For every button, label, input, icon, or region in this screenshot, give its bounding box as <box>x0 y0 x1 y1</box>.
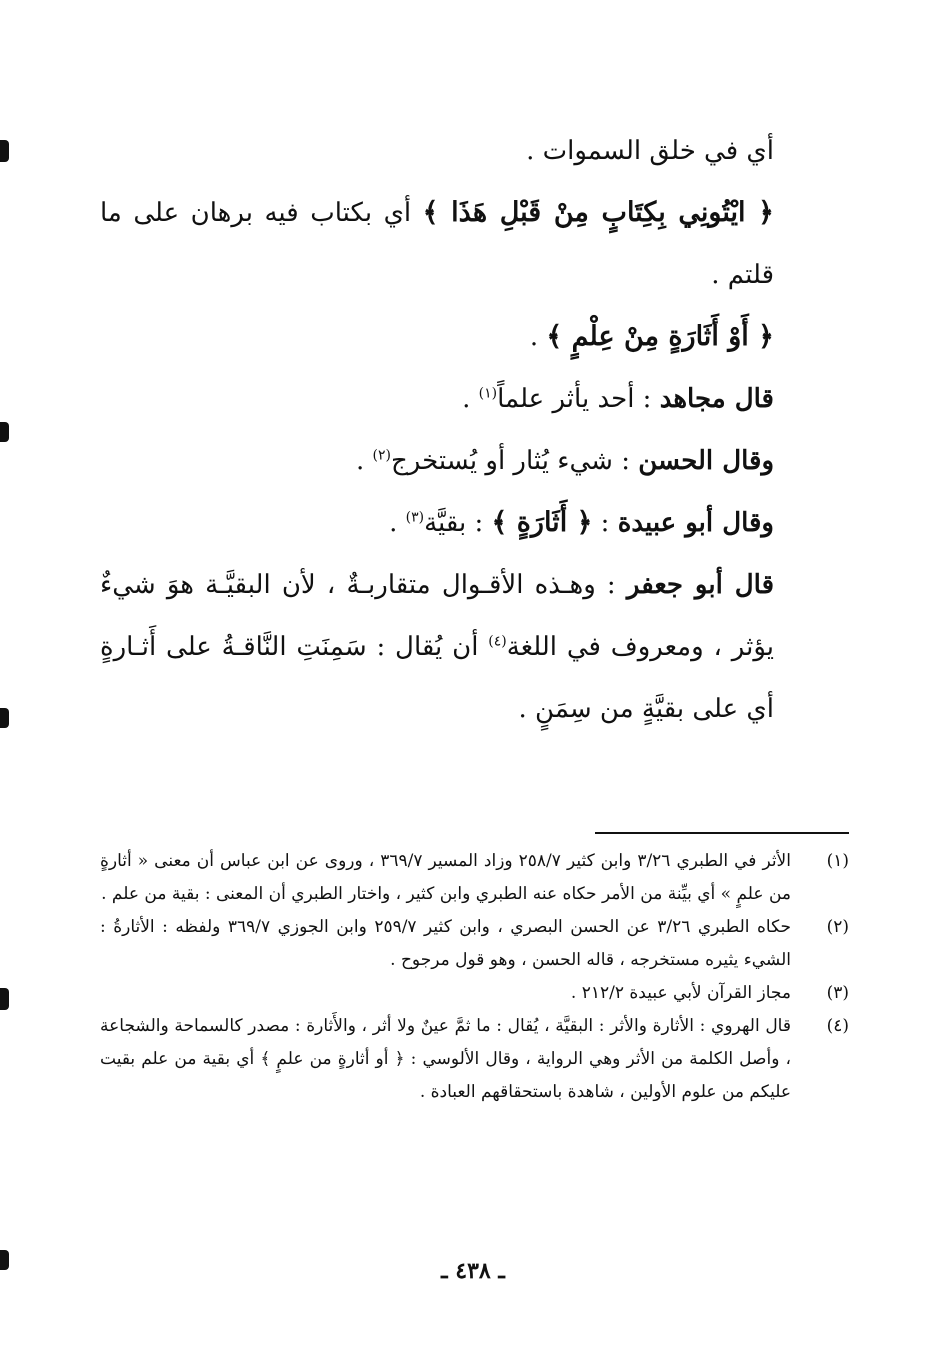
paragraph-1 <box>100 120 774 182</box>
footnotes <box>100 845 849 1109</box>
quran-verse: ﴿ أَثَارَةٍ ﴾ <box>491 507 593 538</box>
footnote-number: (١) <box>826 851 849 871</box>
footnote-number: (٣) <box>826 983 849 1003</box>
footnote <box>100 845 849 911</box>
footnote-text: قال الهروي : الأثارة والأثر : البقيَّة ، يُقال : ما ثمَّ عينٌ ولا أثر ، والأَثارة : مصدر كالسماحة والشجاعة ، وأصل الكلمة من الأثر وهي الرواية ، وقال الألوسي : ﴿ أو أثارةٍ من علمٍ ﴾ أي بقية من علم بقيت عليكم من علوم الأولين ، شاهدة باستحقاقهم العبادة . <box>100 1016 791 1102</box>
quote-text: : شيء يُثار أو يُستخرج <box>390 446 639 476</box>
scan-edge-mark <box>0 140 9 162</box>
speaker-name: قال أبو جعفر <box>626 570 774 600</box>
footnote-ref: (٢) <box>372 447 391 464</box>
footnote <box>100 977 849 1010</box>
footnote-number: (٤) <box>826 1016 849 1036</box>
footnote-text: الأثر في الطبري ٣/٢٦ وابن كثير ٢٥٨/٧ وزاد المسير ٣٦٩/٧ ، وروى عن ابن عباس أن معنى « أثارةٍ من علمٍ » أي بيِّنة من الأمر حكاه عنه الطبري وابن كثير ، واختار الطبري أن المعنى : بقية من علم . <box>100 851 791 904</box>
footnote-text: حكاه الطبري ٣/٢٦ عن الحسن البصري ، وابن كثير ٢٥٩/٧ وابن الجوزي ٣٦٩/٧ ولفظه : الأثارةُ : الشيء يثيره مستخرجه ، قاله الحسن ، وهو قول مرجوح . <box>100 917 791 970</box>
footnote-ref: (٤) <box>488 633 507 650</box>
speaker-name: قال مجاهد <box>659 384 774 414</box>
scan-edge-mark <box>0 708 9 728</box>
footnote <box>100 1010 849 1109</box>
quote-text: أن يُقال : سَمِنَتِ النَّاقـةُ على أَثـارةٍ أي على بقيَّةٍ من سِمَنٍ . <box>100 632 774 724</box>
speaker-name: وقال الحسن <box>638 446 774 476</box>
footnote <box>100 911 849 977</box>
scan-edge-mark <box>0 422 9 442</box>
quran-verse: ﴿ ايْتُونِي بِكِتَابٍ مِنْ قَبْلِ هَذَا ﴾ <box>422 197 774 228</box>
scan-edge-mark <box>0 988 9 1010</box>
quran-verse: ﴿ أَوْ أَثَارَةٍ مِنْ عِلْمٍ ﴾ <box>546 321 774 352</box>
page-number: ـ ٤٣٨ ـ <box>441 1258 505 1284</box>
footnote-text: مجاز القرآن لأبي عبيدة ٢١٢/٢ . <box>570 983 791 1003</box>
footnote-number: (٢) <box>826 917 849 937</box>
quote-text: : بقيَّة <box>424 508 492 538</box>
sentence-end: . <box>462 384 479 414</box>
sentence-end: . <box>355 446 373 476</box>
sentence-end: . <box>389 508 406 538</box>
paragraph-2-text: أي بكتاب فيه برهان على ما قلتم . <box>100 198 774 290</box>
quote-text: : وهـذه الأقـوال متقاربـةٌ ، لأن البقيَّـة هوَ شيءٌ يؤثر ، ومعروف في اللغة <box>100 570 774 662</box>
paragraph-3 <box>100 306 774 368</box>
separator: : <box>592 508 618 538</box>
quote-text: : أحد يأثر علماً <box>497 384 660 414</box>
footnote-ref: (٣) <box>405 509 425 526</box>
paragraph-2 <box>100 182 774 306</box>
paragraph-7 <box>100 554 774 740</box>
paragraph-5 <box>100 430 774 492</box>
paragraph-1-text: أي في خلق السموات . <box>526 136 774 166</box>
paragraph-3-text: . <box>529 322 547 352</box>
speaker-name: وقال أبو عبيدة <box>617 508 774 538</box>
footnote-separator <box>595 832 849 834</box>
paragraph-4 <box>100 368 774 430</box>
main-text <box>100 120 774 740</box>
footnote-ref: (١) <box>478 385 498 402</box>
paragraph-6 <box>100 492 774 554</box>
